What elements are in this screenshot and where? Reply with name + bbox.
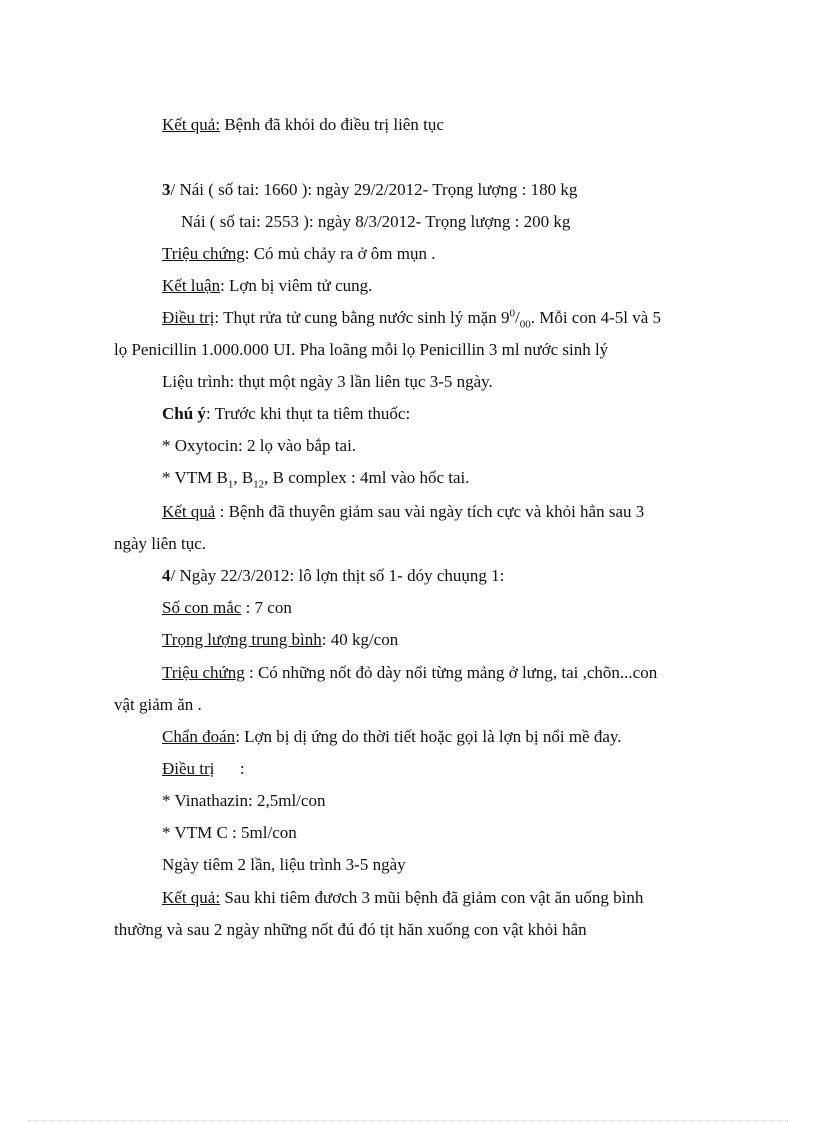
case-4-result-line2: thường và sau 2 ngày những nốt đú đó tịt hăn xuống con vật khỏi hẳn <box>114 920 587 939</box>
case-4-line1: / Ngày 22/3/2012: lô lợn thịt số 1- dóy chuụng 1: <box>170 566 505 585</box>
bullet-vitamin-c: , B complex : 4ml vào hốc tai. <box>264 468 470 487</box>
case-3-note <box>162 398 410 430</box>
case-3-result-text: : Bệnh đã thuyên giảm sau vài ngày tích cực và khỏi hẳn sau 3 <box>215 502 645 521</box>
case-4-treatment-label: Điều trị <box>162 759 215 778</box>
case-4-heading <box>162 560 504 592</box>
case-4-number: 4 <box>162 566 171 585</box>
case-3-treatment-text: : Thụt rửa tử cung bằng nước sinh lý mặn 9 <box>214 308 510 327</box>
case-4-treatment-text: : <box>214 759 245 778</box>
page-bottom-rule <box>28 1120 788 1121</box>
case-3-result-label: Kết quả <box>162 502 216 521</box>
case-3-number: 3 <box>162 180 171 199</box>
ratio-slash: / <box>514 308 520 327</box>
case-4-weight-label: Trọng lượng trung bình <box>162 630 322 649</box>
case-4-symptoms-text: : Có những nốt đỏ dày nổi từng mảng ở lưng, tai ,chõn...con <box>244 663 658 682</box>
case-4-symptoms-label: Triệu chứng <box>162 663 245 682</box>
case-3-conclusion-text: : Lợn bị viêm tử cung. <box>220 276 373 295</box>
case-3-line2: Nái ( số tai: 2553 ): ngày 8/3/2012- Trọng lượng : 200 kg <box>181 212 571 231</box>
case-3-treatment-label: Điều trị <box>162 308 215 327</box>
case-3-result-line2: ngày liên tục. <box>114 534 207 553</box>
case-4-count-text: : 7 con <box>241 598 292 617</box>
case-4-bullet-vinathazin: * Vinathazin: 2,5ml/con <box>162 791 326 810</box>
case-3-note-text: : Trước khi thụt ta tiêm thuốc: <box>205 404 411 423</box>
case-3-note-label: Chú ý <box>162 404 206 423</box>
case-3-treatment-line2: lọ Penicillin 1.000.000 UI. Pha loãng mỗi lọ Penicillin 3 ml nước sinh lý <box>114 340 609 359</box>
bullet-vitamin-a: * VTM B <box>162 468 228 487</box>
case-4-diagnosis-text: : Lợn bị dị ứng do thời tiết hoặc gọi là lợn bị nổi mề đay. <box>235 727 622 746</box>
bullet-vitamin-b: , B <box>233 468 254 487</box>
case-4-diagnosis-label: Chẩn đoán <box>162 727 236 746</box>
case-3-treatment <box>162 302 661 334</box>
case-4-symptoms-line2: vật giảm ăn . <box>114 695 202 714</box>
case-4-result-label: Kết quả: <box>162 888 221 907</box>
ratio-sup: 0 <box>509 307 515 320</box>
case-4-symptoms <box>162 657 657 689</box>
case-4-bullet-vitamin-c: * VTM C : 5ml/con <box>162 823 297 842</box>
case-4-result-text: Sau khi tiêm đươch 3 mũi bệnh đã giảm con vật ăn uống bình <box>220 888 644 907</box>
case-4-weight <box>162 624 398 656</box>
case-3-conclusion-label: Kết luận <box>162 276 221 295</box>
case-3-bullet-oxytocin: * Oxytocin: 2 lọ vào bắp tai. <box>162 436 357 455</box>
case-3-course: Liệu trình: thụt một ngày 3 lần liên tục 3-5 ngày. <box>162 372 493 391</box>
result-1 <box>162 109 444 141</box>
result-1-label: Kết quả: <box>162 115 221 134</box>
case-4-count <box>162 592 292 624</box>
case-3-symptoms-label: Triệu chứng <box>162 244 245 263</box>
case-3-symptoms <box>162 238 436 270</box>
case-4-injection-schedule: Ngày tiêm 2 lần, liệu trình 3-5 ngày <box>162 855 406 874</box>
bullet-vitamin-sub1: 1 <box>227 478 234 491</box>
case-4-treatment <box>162 753 245 785</box>
result-1-text: Bệnh đã khỏi do điều trị liên tục <box>220 115 444 134</box>
ratio-sub: 00 <box>519 318 531 331</box>
case-3-result <box>162 496 644 528</box>
case-4-result <box>162 882 643 914</box>
case-3-symptoms-text: : Có mủ chảy ra ở ôm mụn . <box>244 244 436 263</box>
case-3-bullet-vitamin <box>162 462 470 494</box>
case-3-conclusion <box>162 270 372 302</box>
case-4-count-label: Số con mắc <box>162 598 242 617</box>
case-3-line1: / Nái ( số tai: 1660 ): ngày 29/2/2012- Trọng lượng : 180 kg <box>170 180 578 199</box>
case-3-heading <box>162 174 577 206</box>
case-4-diagnosis <box>162 721 622 753</box>
bullet-vitamin-sub2: 12 <box>253 478 265 491</box>
case-4-weight-text: : 40 kg/con <box>321 630 399 649</box>
case-3-treatment-text-b: . Mỗi con 4-5l và 5 <box>530 308 662 327</box>
